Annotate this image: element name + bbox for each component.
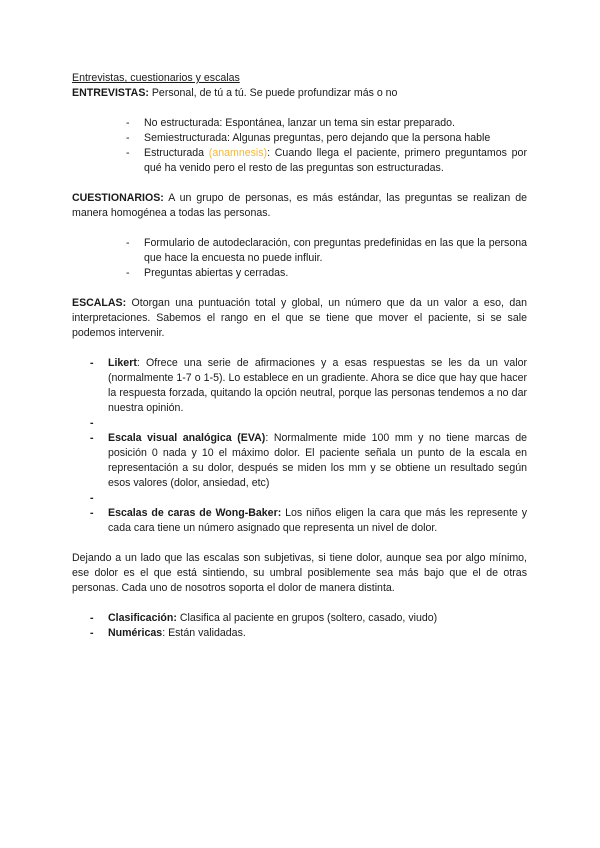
- list-item: - Escala visual analógica (EVA): Normalmente mide 100 mm y no tiene marcas de posición 0 nada y 10 el máximo dolor. El paciente señala un punto de la escala en representación a su dolor, después se miden los mm y se obtiene un resultado según esos valores (dolor, ansiedad, etc): [72, 431, 527, 491]
- anamnesis-highlight: (anamnesis): [208, 147, 268, 159]
- list-item: - Numéricas: Están validadas.: [72, 626, 527, 641]
- list-item: - Clasificación: Clasifica al paciente en grupos (soltero, casado, viudo): [72, 611, 527, 626]
- list-item: - Escalas de caras de Wong-Baker: Los niños eligen la cara que más les represente y cada cara tiene un número asignado que representa un nivel de dolor.: [72, 506, 527, 536]
- cuestionarios-text: A un grupo de personas, es más estándar, las preguntas se realizan de manera homogénea a todas las personas.: [72, 192, 527, 219]
- escalas-text: Otorgan una puntuación total y global, un número que da un valor a eso, dan interpretaciones. Sabemos el rango en el que se tiene que mover el paciente, si se sale podemos intervenir.: [72, 297, 527, 339]
- page-title: Entrevistas, cuestionarios y escalas: [72, 72, 240, 84]
- cuestionarios-list: [72, 236, 527, 281]
- list-item: - Semiestructurada: Algunas preguntas, pero dejando que la persona hable: [72, 131, 527, 146]
- cuestionarios-heading: CUESTIONARIOS:: [72, 192, 164, 204]
- escalas-list: [72, 356, 527, 536]
- list-item: - Formulario de autodeclaración, con preguntas predefinidas en las que la persona que hace la encuesta no puede influir.: [72, 236, 527, 266]
- escalas-heading: ESCALAS:: [72, 297, 127, 309]
- cuestionarios-paragraph: [72, 191, 527, 221]
- list-item: - Preguntas abiertas y cerradas.: [72, 266, 527, 281]
- list-item: - Estructurada (anamnesis): Cuando llega el paciente, primero preguntamos por qué ha venido pero el resto de las preguntas son estructuradas.: [72, 146, 527, 176]
- entrevistas-paragraph: [72, 86, 527, 101]
- escalas-paragraph: [72, 296, 527, 341]
- closing-paragraph: Dejando a un lado que las escalas son subjetivas, si tiene dolor, aunque sea por algo mínimo, ese dolor es el que está sintiendo, su umbral posiblemente sea más bajo que el de otras personas. Cada uno de nosotros soporta el dolor de manera distinta.: [72, 552, 527, 594]
- entrevistas-list: [72, 116, 527, 176]
- list-item: - Likert: Ofrece una serie de afirmaciones y a esas respuestas se les da un valor (normalmente 1-7 o 1-5). Lo establece en un gradiente. Ahora se dice que hay que hacer la respuesta forzada, quitando la opción neutral, porque las personas tendemos a no dar nuestra opinión.: [72, 356, 527, 416]
- list-item: - No estructurada: Espontánea, lanzar un tema sin estar preparado.: [72, 116, 527, 131]
- entrevistas-heading: ENTREVISTAS:: [72, 87, 149, 99]
- entrevistas-text: Personal, de tú a tú. Se puede profundizar más o no: [148, 87, 398, 99]
- document-page: [72, 71, 527, 641]
- closing-list: [72, 611, 527, 641]
